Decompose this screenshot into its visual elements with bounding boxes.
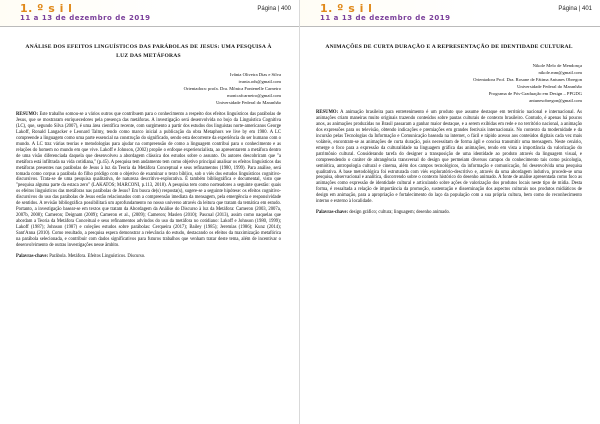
right-page: [300, 0, 600, 424]
page-number: Página | 400: [257, 6, 291, 12]
author-name: Ivânia Oliveira Dias e Silva: [229, 72, 281, 77]
author-email: ivania.ods@gmail.com: [238, 79, 281, 84]
advisor-name: Orientadora: profa. Dra. Mônica Fontenelle Carneiro: [183, 86, 281, 91]
author-block: [16, 71, 281, 106]
keywords-label: Palavras-chave:: [316, 210, 349, 216]
page-header: [300, 0, 600, 27]
article-content: [0, 27, 299, 260]
author-block: [316, 62, 582, 104]
page-number: Página | 401: [558, 6, 592, 12]
event-logo: [320, 2, 451, 24]
logo-title: 1. º s i l: [20, 2, 73, 15]
abstract-text: Este trabalho somou-se a vários outros que contribuem para o conhecimento a respeito dos efeitos linguísticos das parábolas de Jesus, que se mostraram enriquecedores pela presença das metáforas. A investigação será desenvolvida no bojo da Linguística Cognitiva (LC), que, segundo Silva (2007), é uma área científica recente, com surgimento a partir dos estudos dos linguistas norte-americanos George Lakoff, Ronald Langacker e Leonard Talmy, tendo como marco inicial a publicação da obra Metaphors we live by em 1980. A LC compreende a linguagem como uma parte essencial na construção do significado, sendo esta decorrente da experiência do ser humano com o mundo. A LC traz várias teorias e metodologias para ajudar na compreensão de como a linguagem contribui para o conhecimento e as relações do homem no mundo em que vive. Lakoff e Johnson, (2002) propõe o enfoque experiencialista, ao apresentarem a metáfora dentro de uma visão diferenciada daquela que desenvolveu a abordagem clássica dos estudos sobre o assunto. Os autores descobriram que "a metáfora está infiltrada na vida cotidiana," (p.45). A pesquisa tem andamento tem como objetivo principal analisar os efeitos linguísticos das metáforas presentes nas parábolas de Jesus à luz da Teoria da Metáfora Conceptual e seus refinamentos (1980, 1999). Para análise, será tomada como corpus a parábola do filho pródigo com o objetivo de examinar o texto bíblico, sob o viés dos estudos linguísticos cognitivo-discursivos. Trata-se de uma pesquisa qualitativa, de natureza descritivo-explorativa. É também bibliográfica e documental, visto que "pesquisa alguma parte da estaca zero" (LAKATOS; MARCONI, p.113, 2018). A pesquisa tem como norteadores a seguinte questão: quais os efeitos linguísticos das metáforas nas parábolas de Jesus? Em busca de(s) resposta(s), sugere-se a seguinte hipótese: os efeitos cognitivo-discursivos do uso das parábolas de Jesus estão relacionados com a compreensão imediata da mensagem, pela emergência e responsividade de sentidos. A revisão bibliográfica possibilitará um aprofundamento no nosso universo através da leitura que tratam da temática em estudo. Portanto, a investigação basear-se em textos que tratam da Abordagem da Análise do Discurso à luz da Metáfora: Cameron (2003, 2007a, 2007b, 2008); Cameron; Deignam (2009); Cameron et al., (2009); Cameron; Maslen (2010); Pascual (2013), assim como naquelas que abordam a Teoria da Metáfora Conceitual e seus refinamentos advindos do uso da metáfora no cotidiano: Lakoff e Johnson (1980, 1999); Lakoff (1987); Johnson (1987) e coleções estudos sobre parábolas: Cerqueira (2017); Bailey (1985); Jeremias (1986); Kunz (2014); Sant'Anna (2010). Como resultado, a pesquisa espera demonstrar a relevância do estudo, destacando os efeitos da maximização metafórica na parábola selecionada, e contribuir com dados significativos para futuros trabalhos que venham tratar deste tema, além de incentivar o desenvolvimento de outras investigações nesse âmbito.: [16, 112, 281, 248]
advisor-name: Orientadora Prof. Dra. Rosane de Fátima Antunes Obregon: [473, 77, 582, 82]
page-header: [0, 0, 299, 27]
author-email: nikole.mm@gmail.com: [538, 70, 582, 75]
keywords: [16, 254, 281, 260]
advisor-email: monicafcarneiro@gmail.com: [227, 93, 281, 98]
abstract-label: RESUMO:: [16, 112, 39, 117]
keywords: [316, 210, 582, 216]
institution: Universidade Federal do Maranhão: [517, 84, 582, 89]
keywords-text: Parábola. Metáfora. Efeitos Linguísticos. Discurso.: [49, 253, 146, 259]
abstract-label: RESUMO:: [316, 110, 339, 115]
keywords-label: Palavras-chave:: [16, 253, 49, 259]
abstract: [16, 112, 281, 249]
article-content: [300, 27, 600, 216]
article-title: ANIMAÇÕES DE CURTA DURAÇÃO E A REPRESENTAÇÃO DE IDENTIDADE CULTURAL: [325, 44, 573, 50]
program: Programa de Pós-Graduação em Design – PPGDG: [488, 91, 582, 96]
logo-date: 11 a 13 de dezembro de 2019: [320, 14, 451, 22]
institution: Universidade Federal do Maranhão: [216, 100, 281, 105]
keywords-text: design gráfico; cultura; linguagem; desenho animado.: [349, 210, 450, 216]
abstract: [316, 110, 582, 205]
logo-title: 1. º s i l: [320, 2, 373, 15]
logo-date: 11 a 13 de dezembro de 2019: [20, 14, 151, 22]
advisor-email: antunesobregon@gmail.com: [529, 98, 582, 103]
event-logo: [20, 2, 151, 24]
article-title: ANÁLISE DOS EFEITOS LINGUÍSTICOS DAS PARÁBOLAS DE JESUS: UMA PESQUISA À LUZ DAS METÁFORAS: [25, 44, 272, 59]
author-name: Nikole Melo de Mendonça: [532, 63, 582, 68]
abstract-text: A animação brasileira para entretenimento é um produto que assume destaque em território nacional e internacional. As animações criam maneiras muito originais trazendo conteúdos sobre pautas culturais de contexto brasileiro. Contudo, é apenas há poucos anos, as animações produzidas no Brasil passaram a ganhar maior destaque, e a serem exibidas em rede e no território nacional, a animação dos expressões para os televisão, obtendo indicações e premiações em grandes festivais internacionais. No contexto da modernidade e da incursão pelas Tecnologias da Informação e Comunicação baseada na internet, o fácil e rápido acesso aos conteúdos digitais cada vez mais voláteis, encontram-se as animações de curta duração, pois necessitam de forma ágil e concisa transmitir uma mensagem. Neste cenário, emerge o foco para a expressão da culturalidade na linguagem gráfica das animações, tendo em vista a importância da valorização do patrimônio cultural. Considerando tarefa do designer a transposição de uma identidade ao produto através da linguagem visual, e compreendendo o caráter de abrangência transversal do design que permeiam diversos campos do conhecimento tais como psicologia, semiótica, antropologia cultural e cinema, além dos campos tecnológicos, da informação e comunicação, foi desenvolvida uma pesquisa qualitativa. A base metodológica foi estruturada com viés exploratório-descritivo e, através da uma abordagem indutiva, procede-se uma pesquisa, observacional e analítica, discorrendo sobre o contexto histórico do desenho animado. A fonte de análise apresentada como foco as animações como expressão de identidade cultural e articulando sobre ações de valorização dos produtos locais neste tipo de mídia. Desta forma, é ressaltada a relação de importância da promoção, sustentação e disseminação dos aspectos culturais nos produtos midiáticos de design em animação, para a apropriação e fortalecimento do laço da população com a sua própria cultura, bem como do reconhecimento interno e externo à localidade.: [316, 110, 582, 205]
